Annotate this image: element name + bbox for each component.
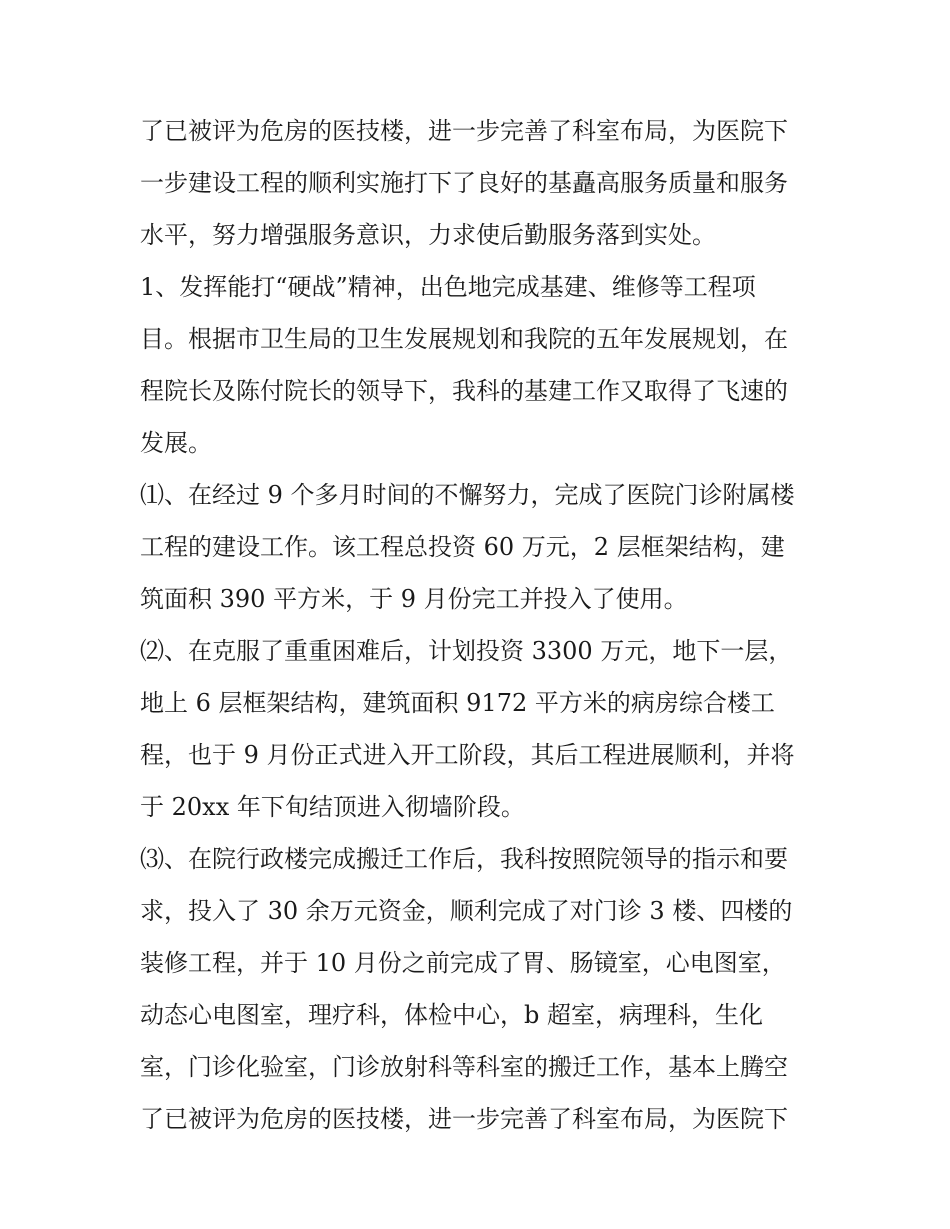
text-line: 水平，努力增强服务意识，力求使后勤服务落到实处。 bbox=[140, 221, 716, 249]
document-body bbox=[140, 105, 815, 1145]
text-line: 于 20xx 年下旬结顶进入彻墙阶段。 bbox=[140, 793, 525, 821]
text-line: 室，门诊化验室，门诊放射科等科室的搬迁工作，基本上腾空 bbox=[140, 1053, 788, 1081]
text-line: 工程的建设工作。该工程总投资 60 万元，2 层框架结构，建 bbox=[140, 533, 785, 561]
text-line: ⑴、在经过 9 个多月时间的不懈努力，完成了医院门诊附属楼 bbox=[140, 481, 795, 509]
text-line: 了已被评为危房的医技楼，进一步完善了科室布局，为医院下 bbox=[140, 1105, 788, 1133]
text-line: 装修工程，并于 10 月份之前完成了胃、肠镜室，心电图室， bbox=[140, 949, 786, 977]
text-line: 筑面积 390 平方米，于 9 月份完工并投入了使用。 bbox=[140, 585, 688, 613]
text-line: ⑵、在克服了重重困难后，计划投资 3300 万元，地下一层， bbox=[140, 637, 793, 665]
text-line: 目。根据市卫生局的卫生发展规划和我院的五年发展规划，在 bbox=[140, 325, 788, 353]
text-line: 1、发挥能打“硬战”精神，出色地完成基建、维修等工程项 bbox=[140, 273, 756, 301]
text-line: 程，也于 9 月份正式进入开工阶段，其后工程进展顺利，并将 bbox=[140, 741, 795, 769]
text-line: 动态心电图室，理疗科，体检中心，b 超室，病理科，生化 bbox=[140, 1001, 763, 1029]
text-line: ⑶、在院行政楼完成搬迁工作后，我科按照院领导的指示和要 bbox=[140, 845, 788, 873]
text-line: 发展。 bbox=[140, 429, 212, 457]
text-line: 求，投入了 30 余万元资金，顺利完成了对门诊 3 楼、四楼的 bbox=[140, 897, 793, 925]
text-line: 程院长及陈付院长的领导下，我科的基建工作又取得了飞速的 bbox=[140, 377, 788, 405]
text-line: 了已被评为危房的医技楼，进一步完善了科室布局，为医院下 bbox=[140, 117, 788, 145]
text-line: 地上 6 层框架结构，建筑面积 9172 平方米的病房综合楼工 bbox=[140, 689, 775, 717]
text-line: 一步建设工程的顺利实施打下了良好的基矗高服务质量和服务 bbox=[140, 169, 788, 197]
